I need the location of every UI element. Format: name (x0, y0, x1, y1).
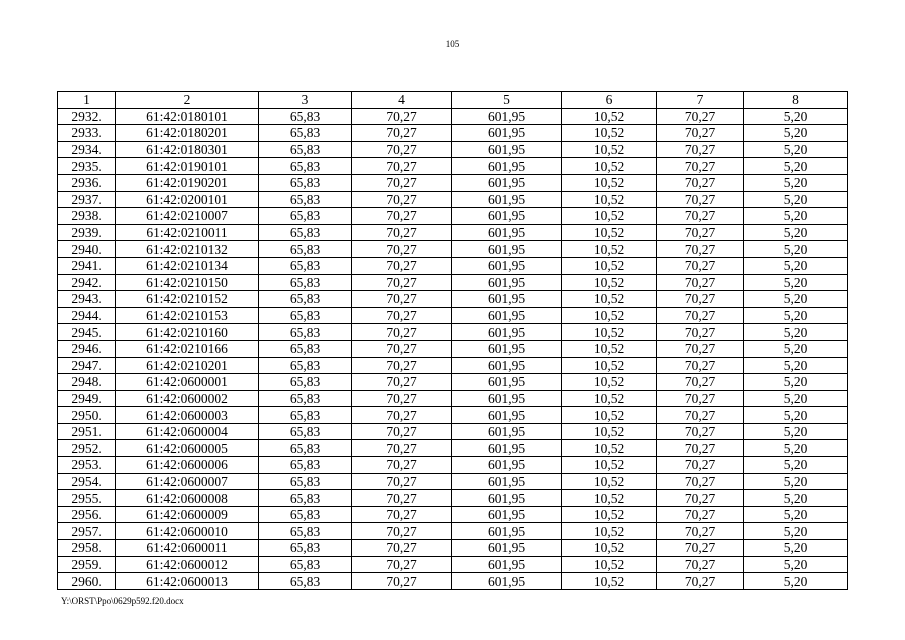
table-cell: 61:42:0600009 (116, 506, 259, 523)
table-cell: 70,27 (352, 125, 452, 142)
table-cell: 601,95 (452, 506, 562, 523)
table-cell: 70,27 (352, 224, 452, 241)
table-cell: 65,83 (259, 357, 352, 374)
table-cell: 61:42:0210201 (116, 357, 259, 374)
table-cell: 70,27 (352, 241, 452, 258)
table-cell: 601,95 (452, 158, 562, 175)
table-cell: 70,27 (352, 523, 452, 540)
table-cell: 2949. (58, 390, 116, 407)
table-row (58, 390, 848, 407)
table-row (58, 573, 848, 590)
table-cell: 10,52 (562, 108, 657, 125)
table-cell: 70,27 (657, 274, 744, 291)
table-row (58, 158, 848, 175)
table-cell: 601,95 (452, 307, 562, 324)
table-row (58, 407, 848, 424)
column-header: 7 (657, 92, 744, 109)
table-cell: 10,52 (562, 440, 657, 457)
table-cell: 5,20 (744, 291, 848, 308)
table-header-row (58, 92, 848, 109)
table-row (58, 357, 848, 374)
table-cell: 70,27 (352, 390, 452, 407)
table-cell: 601,95 (452, 291, 562, 308)
table-cell: 601,95 (452, 374, 562, 391)
table-cell: 2956. (58, 506, 116, 523)
table-row (58, 257, 848, 274)
table-cell: 70,27 (657, 573, 744, 590)
table-cell: 5,20 (744, 390, 848, 407)
table-cell: 5,20 (744, 274, 848, 291)
table-cell: 5,20 (744, 490, 848, 507)
table-cell: 601,95 (452, 191, 562, 208)
table-cell: 61:42:0180101 (116, 108, 259, 125)
table-row (58, 374, 848, 391)
table-cell: 61:42:0210007 (116, 208, 259, 225)
table-cell: 70,27 (657, 174, 744, 191)
table-cell: 65,83 (259, 540, 352, 557)
table-cell: 61:42:0210011 (116, 224, 259, 241)
table-cell: 65,83 (259, 440, 352, 457)
table-cell: 10,52 (562, 174, 657, 191)
table-cell: 5,20 (744, 158, 848, 175)
table-cell: 70,27 (352, 357, 452, 374)
table-cell: 5,20 (744, 208, 848, 225)
table-cell: 61:42:0600002 (116, 390, 259, 407)
table-cell: 2958. (58, 540, 116, 557)
table-row (58, 174, 848, 191)
column-header: 2 (116, 92, 259, 109)
column-header: 1 (58, 92, 116, 109)
table-row (58, 523, 848, 540)
table-cell: 5,20 (744, 191, 848, 208)
footer-file-path: Y:\ORST\Ppo\0629p592.f20.docx (61, 596, 184, 606)
table-cell: 65,83 (259, 108, 352, 125)
table-row (58, 556, 848, 573)
table-cell: 70,27 (657, 540, 744, 557)
table-cell: 70,27 (657, 473, 744, 490)
table-row (58, 423, 848, 440)
table-cell: 601,95 (452, 108, 562, 125)
column-header: 4 (352, 92, 452, 109)
table-cell: 601,95 (452, 324, 562, 341)
table-cell: 61:42:0600001 (116, 374, 259, 391)
table-cell: 70,27 (352, 506, 452, 523)
table-row (58, 274, 848, 291)
data-table (57, 91, 848, 590)
table-cell: 70,27 (657, 158, 744, 175)
table-cell: 65,83 (259, 340, 352, 357)
table-cell: 2944. (58, 307, 116, 324)
table-cell: 70,27 (352, 440, 452, 457)
table-cell: 601,95 (452, 490, 562, 507)
table-cell: 601,95 (452, 457, 562, 474)
table-cell: 70,27 (352, 208, 452, 225)
table-cell: 61:42:0210152 (116, 291, 259, 308)
table-cell: 601,95 (452, 390, 562, 407)
table-cell: 70,27 (657, 374, 744, 391)
table-cell: 65,83 (259, 274, 352, 291)
table-cell: 10,52 (562, 257, 657, 274)
table-cell: 70,27 (657, 307, 744, 324)
table-cell: 70,27 (657, 457, 744, 474)
table-cell: 2938. (58, 208, 116, 225)
table-row (58, 291, 848, 308)
table-row (58, 307, 848, 324)
table-cell: 2946. (58, 340, 116, 357)
table-cell: 2947. (58, 357, 116, 374)
table-cell: 2932. (58, 108, 116, 125)
table-cell: 65,83 (259, 208, 352, 225)
table-cell: 2936. (58, 174, 116, 191)
table-cell: 601,95 (452, 573, 562, 590)
table-cell: 70,27 (657, 125, 744, 142)
table-cell: 65,83 (259, 407, 352, 424)
table-cell: 10,52 (562, 423, 657, 440)
column-header: 5 (452, 92, 562, 109)
table-cell: 5,20 (744, 440, 848, 457)
table-cell: 2952. (58, 440, 116, 457)
table-cell: 10,52 (562, 125, 657, 142)
table-cell: 10,52 (562, 573, 657, 590)
table-cell: 61:42:0600013 (116, 573, 259, 590)
table-cell: 65,83 (259, 125, 352, 142)
table-cell: 10,52 (562, 208, 657, 225)
table-cell: 2935. (58, 158, 116, 175)
table-cell: 70,27 (352, 324, 452, 341)
table-cell: 70,27 (352, 307, 452, 324)
table-cell: 70,27 (352, 291, 452, 308)
table-cell: 601,95 (452, 540, 562, 557)
table-cell: 61:42:0600006 (116, 457, 259, 474)
table-cell: 5,20 (744, 224, 848, 241)
table-cell: 65,83 (259, 473, 352, 490)
table-cell: 65,83 (259, 573, 352, 590)
table-cell: 10,52 (562, 340, 657, 357)
table-cell: 601,95 (452, 357, 562, 374)
table-cell: 10,52 (562, 523, 657, 540)
table-cell: 70,27 (657, 324, 744, 341)
table-cell: 2950. (58, 407, 116, 424)
table-cell: 70,27 (352, 340, 452, 357)
table-cell: 61:42:0200101 (116, 191, 259, 208)
table-row (58, 457, 848, 474)
table-cell: 2951. (58, 423, 116, 440)
table-cell: 5,20 (744, 324, 848, 341)
table-cell: 70,27 (657, 224, 744, 241)
table-row (58, 141, 848, 158)
table-cell: 10,52 (562, 241, 657, 258)
table-cell: 601,95 (452, 224, 562, 241)
table-row (58, 506, 848, 523)
table-cell: 5,20 (744, 357, 848, 374)
table-cell: 10,52 (562, 473, 657, 490)
table-cell: 61:42:0600007 (116, 473, 259, 490)
table-cell: 601,95 (452, 340, 562, 357)
table-cell: 61:42:0190101 (116, 158, 259, 175)
table-cell: 61:42:0180301 (116, 141, 259, 158)
table-cell: 10,52 (562, 158, 657, 175)
table-cell: 65,83 (259, 457, 352, 474)
table-cell: 2939. (58, 224, 116, 241)
table-cell: 70,27 (352, 191, 452, 208)
table-row (58, 191, 848, 208)
table-cell: 65,83 (259, 191, 352, 208)
column-header: 8 (744, 92, 848, 109)
table-cell: 5,20 (744, 257, 848, 274)
table-cell: 61:42:0210153 (116, 307, 259, 324)
table-body (58, 92, 848, 590)
table-cell: 2937. (58, 191, 116, 208)
table-cell: 70,27 (352, 473, 452, 490)
table-cell: 601,95 (452, 523, 562, 540)
table-cell: 10,52 (562, 374, 657, 391)
table-cell: 5,20 (744, 457, 848, 474)
table-row (58, 324, 848, 341)
table-cell: 61:42:0600005 (116, 440, 259, 457)
table-cell: 65,83 (259, 374, 352, 391)
table-cell: 601,95 (452, 274, 562, 291)
table-cell: 5,20 (744, 374, 848, 391)
table-row (58, 440, 848, 457)
table-cell: 70,27 (657, 390, 744, 407)
table-cell: 601,95 (452, 141, 562, 158)
table-cell: 65,83 (259, 523, 352, 540)
table-cell: 61:42:0600008 (116, 490, 259, 507)
table-cell: 70,27 (657, 440, 744, 457)
table-cell: 61:42:0180201 (116, 125, 259, 142)
table-cell: 10,52 (562, 506, 657, 523)
table-cell: 65,83 (259, 141, 352, 158)
column-header: 6 (562, 92, 657, 109)
table-cell: 65,83 (259, 324, 352, 341)
table-cell: 70,27 (657, 191, 744, 208)
table-cell: 5,20 (744, 556, 848, 573)
table-cell: 5,20 (744, 241, 848, 258)
table-cell: 70,27 (352, 573, 452, 590)
table-cell: 70,27 (352, 490, 452, 507)
table-cell: 61:42:0210134 (116, 257, 259, 274)
table-cell: 70,27 (352, 158, 452, 175)
table-cell: 10,52 (562, 556, 657, 573)
table-cell: 61:42:0600012 (116, 556, 259, 573)
table-row (58, 108, 848, 125)
table-cell: 2960. (58, 573, 116, 590)
table-cell: 5,20 (744, 473, 848, 490)
table-cell: 65,83 (259, 490, 352, 507)
table-cell: 2955. (58, 490, 116, 507)
table-cell: 10,52 (562, 274, 657, 291)
table-cell: 70,27 (352, 540, 452, 557)
table-cell: 70,27 (657, 357, 744, 374)
table-row (58, 208, 848, 225)
table-cell: 70,27 (657, 257, 744, 274)
table-cell: 5,20 (744, 141, 848, 158)
table-cell: 70,27 (657, 490, 744, 507)
table-cell: 5,20 (744, 423, 848, 440)
page-number: 105 (445, 39, 460, 49)
table-cell: 601,95 (452, 174, 562, 191)
table-cell: 70,27 (352, 274, 452, 291)
table-cell: 61:42:0210150 (116, 274, 259, 291)
table-cell: 70,27 (657, 291, 744, 308)
table-cell: 601,95 (452, 440, 562, 457)
table-cell: 5,20 (744, 307, 848, 324)
table-cell: 601,95 (452, 407, 562, 424)
table-cell: 5,20 (744, 573, 848, 590)
table-cell: 70,27 (352, 374, 452, 391)
table-cell: 70,27 (657, 506, 744, 523)
table-row (58, 241, 848, 258)
table-cell: 10,52 (562, 540, 657, 557)
table-cell: 10,52 (562, 457, 657, 474)
table-cell: 65,83 (259, 390, 352, 407)
table-cell: 61:42:0210132 (116, 241, 259, 258)
table-cell: 61:42:0600003 (116, 407, 259, 424)
table-row (58, 490, 848, 507)
table-cell: 61:42:0600010 (116, 523, 259, 540)
table-cell: 601,95 (452, 423, 562, 440)
table-cell: 61:42:0600004 (116, 423, 259, 440)
table-cell: 65,83 (259, 307, 352, 324)
table-cell: 10,52 (562, 291, 657, 308)
table-cell: 2954. (58, 473, 116, 490)
table-cell: 601,95 (452, 208, 562, 225)
table-cell: 10,52 (562, 224, 657, 241)
table-cell: 10,52 (562, 141, 657, 158)
table-row (58, 540, 848, 557)
table-cell: 65,83 (259, 257, 352, 274)
table-cell: 70,27 (352, 407, 452, 424)
table-cell: 2943. (58, 291, 116, 308)
table-cell: 70,27 (657, 241, 744, 258)
table-cell: 65,83 (259, 241, 352, 258)
table-cell: 2959. (58, 556, 116, 573)
table-cell: 10,52 (562, 191, 657, 208)
table-cell: 65,83 (259, 158, 352, 175)
table-cell: 2933. (58, 125, 116, 142)
table-cell: 70,27 (657, 407, 744, 424)
table-cell: 10,52 (562, 357, 657, 374)
table-cell: 5,20 (744, 540, 848, 557)
table-cell: 5,20 (744, 506, 848, 523)
table-cell: 65,83 (259, 291, 352, 308)
table-cell: 2942. (58, 274, 116, 291)
table-cell: 5,20 (744, 523, 848, 540)
table-cell: 601,95 (452, 125, 562, 142)
table-cell: 70,27 (352, 141, 452, 158)
table-cell: 601,95 (452, 257, 562, 274)
table-cell: 601,95 (452, 556, 562, 573)
table-cell: 2945. (58, 324, 116, 341)
table-cell: 5,20 (744, 407, 848, 424)
table-cell: 70,27 (352, 174, 452, 191)
table-cell: 5,20 (744, 174, 848, 191)
table-cell: 2957. (58, 523, 116, 540)
table-cell: 5,20 (744, 340, 848, 357)
table-cell: 61:42:0210166 (116, 340, 259, 357)
table-cell: 70,27 (352, 108, 452, 125)
table-cell: 70,27 (657, 423, 744, 440)
table-cell: 2934. (58, 141, 116, 158)
table-cell: 2948. (58, 374, 116, 391)
table-cell: 61:42:0190201 (116, 174, 259, 191)
table-row (58, 473, 848, 490)
table-cell: 65,83 (259, 174, 352, 191)
column-header: 3 (259, 92, 352, 109)
table-cell: 61:42:0210160 (116, 324, 259, 341)
table-cell: 65,83 (259, 556, 352, 573)
table-cell: 65,83 (259, 506, 352, 523)
table-cell: 70,27 (657, 141, 744, 158)
table-cell: 70,27 (352, 556, 452, 573)
table-cell: 70,27 (657, 108, 744, 125)
table-cell: 70,27 (657, 523, 744, 540)
table-cell: 601,95 (452, 241, 562, 258)
table-cell: 70,27 (352, 423, 452, 440)
table-cell: 5,20 (744, 108, 848, 125)
table-cell: 70,27 (657, 556, 744, 573)
table-cell: 65,83 (259, 423, 352, 440)
table-cell: 61:42:0600011 (116, 540, 259, 557)
table-row (58, 340, 848, 357)
table-cell: 70,27 (657, 340, 744, 357)
table-cell: 70,27 (657, 208, 744, 225)
table-cell: 601,95 (452, 473, 562, 490)
table-cell: 10,52 (562, 407, 657, 424)
table-row (58, 125, 848, 142)
table-cell: 10,52 (562, 324, 657, 341)
table-cell: 5,20 (744, 125, 848, 142)
table-cell: 2941. (58, 257, 116, 274)
table-cell: 10,52 (562, 490, 657, 507)
table-cell: 70,27 (352, 457, 452, 474)
table-cell: 2953. (58, 457, 116, 474)
table-cell: 10,52 (562, 390, 657, 407)
table-cell: 2940. (58, 241, 116, 258)
table-cell: 70,27 (352, 257, 452, 274)
table-cell: 65,83 (259, 224, 352, 241)
table-row (58, 224, 848, 241)
table-cell: 10,52 (562, 307, 657, 324)
